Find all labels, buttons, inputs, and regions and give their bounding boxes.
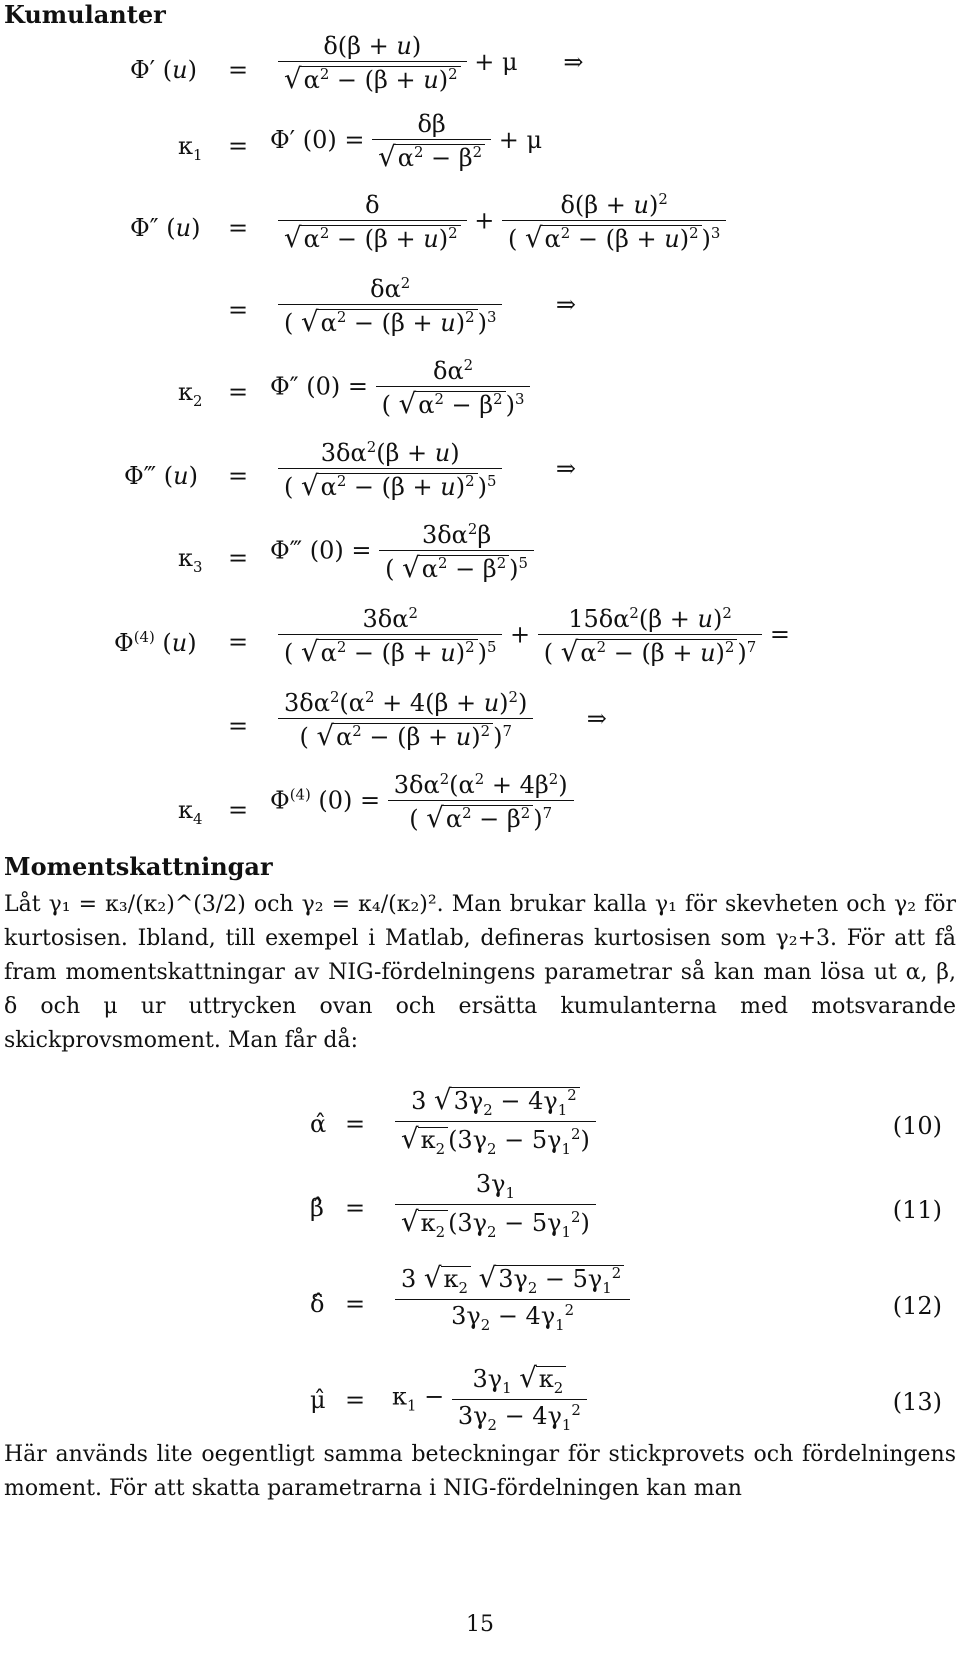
rel-eq: =	[345, 1194, 366, 1222]
expr-phi-second-simplified: $\frac{\delta\alpha^2}{( √\alpha^2 - (\beta + u)^2 )^3}$ ⇒	[278, 276, 576, 336]
section-heading-momentskattningar: Momentskattningar	[4, 852, 273, 881]
lhs-kappa4: $\kappa_4$	[178, 796, 203, 828]
equation-number-10: (10)	[892, 1112, 942, 1140]
page-number: 15	[466, 1612, 494, 1637]
gamma-definitions: γ₁ = κ₃/(κ₂)^(3/2) och γ₂ = κ₄/(κ₂)².	[48, 892, 444, 917]
rel-eq: =	[228, 214, 249, 242]
lhs-phi-fourth: $\Phi^{(4)}$ (u)	[114, 628, 197, 657]
lhs-phi-third: Φ‴ (u)	[124, 462, 198, 490]
lhs-kappa2: $\kappa_2$	[178, 378, 203, 410]
paragraph-text-rest: Man brukar kalla γ₁ för skevheten och γ₂ för kurtosisen. Ibland, till exempel i Matlab, defineras kurtosisen som γ₂+3. För att få fram momentskattningar av NIG-fördelningens parametrar så kan man lösa ut α, β, δ och μ ur uttrycken ovan och ersätta kumulanterna med motsvarande skickprovsmoment. Man får då:	[4, 892, 957, 1053]
rel-eq: =	[228, 544, 249, 572]
rel-eq: =	[228, 132, 249, 160]
rel-eq: =	[228, 796, 249, 824]
section-heading-kumulanter: Kumulanter	[4, 0, 166, 29]
paragraph-text-start: Låt	[4, 892, 49, 917]
rel-eq: =	[228, 462, 249, 490]
lhs-beta-hat: β̂	[310, 1194, 324, 1222]
rel-eq: =	[345, 1110, 366, 1138]
lhs-alpha-hat: α̂	[310, 1110, 327, 1138]
lhs-kappa3: $\kappa_3$	[178, 544, 203, 576]
expr-delta-hat: $\frac{3 √\kappa_2 √3\gamma_2 - 5\gamma_1^2}{3\gamma_2 - 4\gamma_1^2}$	[395, 1264, 630, 1332]
expr-phi-fourth: $\frac{3\delta\alpha^2}{( √\alpha^2 - (\beta + u)^2 )^5}$ + $\frac{15\delta\alpha^2(\beta + u)^2}{( √\alpha^2 - (\beta + u)^2 )^7}$ =	[278, 606, 790, 666]
frac-phi-prime: $\frac{\delta(\beta + u)}{√\alpha^2 - (\beta + u)^2}$ + μ ⇒	[278, 34, 583, 93]
rel-eq: =	[345, 1386, 366, 1414]
expr-phi-fourth-simplified: $\frac{3\delta\alpha^2(\alpha^2 + 4(\beta + u)^2)}{( √\alpha^2 - (\beta + u)^2 )^7}$ ⇒	[278, 690, 607, 750]
rel-eq: =	[345, 1290, 366, 1318]
expr-phi-second: $\frac{\delta}{√\alpha^2 - (\beta + u)^2}$ + $\frac{\delta(\beta + u)^2}{( √\alpha^2 - (\beta + u)^2 )^3}$	[278, 192, 726, 252]
rel-eq: =	[228, 296, 249, 324]
lhs-phi-prime: Φ′ (u)	[130, 56, 197, 84]
lhs-mu-hat: μ̂	[310, 1386, 326, 1414]
expr-phi-third: $\frac{3\delta\alpha^2(\beta + u)}{( √\alpha^2 - (\beta + u)^2 )^5}$ ⇒	[278, 440, 576, 500]
equation-number-13: (13)	[892, 1388, 942, 1416]
expr-kappa4: $\Phi^{(4)}$ (0) = $\frac{3\delta\alpha^2(\alpha^2 + 4\beta^2)}{( √\alpha^2 - \beta^2 )^7}$	[270, 772, 574, 832]
expr-mu-hat: $\kappa_1$ − $\frac{3\gamma_1 √\kappa_2}{3\gamma_2 - 4\gamma_1^2}$	[392, 1364, 587, 1432]
rel-eq: =	[228, 712, 249, 740]
expr-beta-hat: $\frac{3\gamma_1}{√\kappa_2 (3\gamma_2 - 5\gamma_1^2)}$	[395, 1172, 596, 1239]
expr-kappa2: Φ″ (0) = $\frac{\delta\alpha^2}{( √\alpha^2 - \beta^2 )^3}$	[270, 358, 530, 418]
lhs-kappa1: $\kappa_1$	[178, 132, 203, 164]
rel-eq: =	[228, 56, 249, 84]
paragraph-notation-note: Här används lite oegentligt samma beteckningar för stickprovets och fördelningens moment. För att skatta parametrarna i NIG-fördelningen kan man	[4, 1442, 956, 1501]
rel-eq: =	[228, 378, 249, 406]
paragraph-moment-estimation	[4, 888, 956, 1058]
equation-number-11: (11)	[892, 1196, 942, 1224]
rel-eq: =	[228, 628, 249, 656]
expr-alpha-hat: $\frac{3 √3\gamma_2 - 4\gamma_1^2}{√\kappa_2 (3\gamma_2 - 5\gamma_1^2)}$	[395, 1086, 596, 1156]
expr-kappa1: Φ′ (0) = $\frac{\delta\beta}{√\alpha^2 - \beta^2}$ + μ	[270, 110, 543, 173]
equation-number-12: (12)	[892, 1292, 942, 1320]
lhs-phi-second: Φ″ (u)	[130, 214, 201, 242]
lhs-delta-hat: δ̂	[310, 1290, 325, 1318]
expr-kappa3: Φ‴ (0) = $\frac{3\delta\alpha^2\beta}{( √\alpha^2 - \beta^2 )^5}$	[270, 522, 534, 582]
